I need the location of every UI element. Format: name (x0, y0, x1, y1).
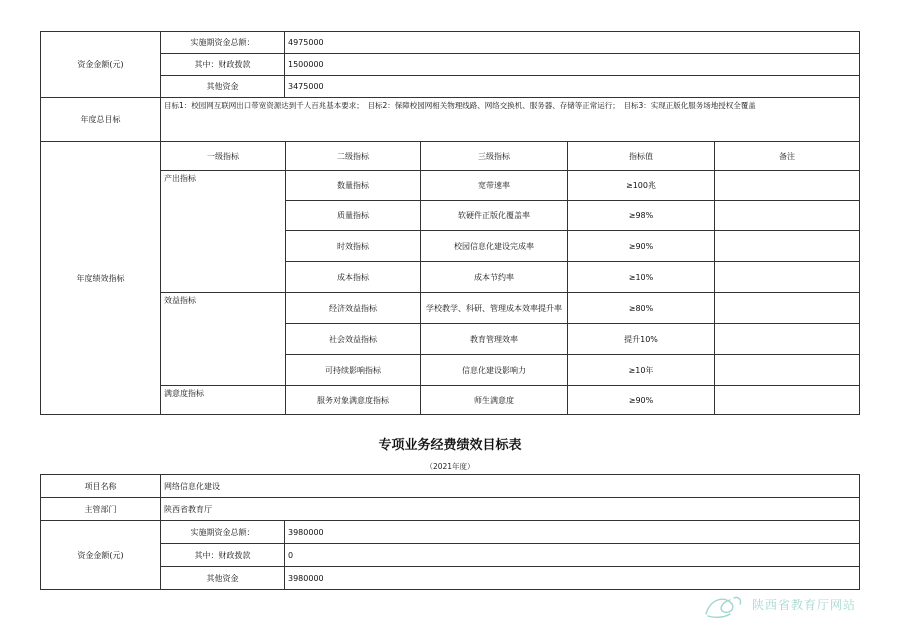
level1-output: 产出指标 (164, 174, 196, 183)
fund-amount-label: 资金金额(元) (77, 60, 124, 69)
header-level1: 一级指标 (207, 151, 239, 161)
row-value: ≥90% (628, 395, 654, 405)
annual-goal-text: 目标1：校园网互联网出口带宽资源达到千人百兆基本要求； 目标2：保障校园网相关物理线路、网络交换机、服务器、存储等正常运行； 目标3：实现正版化服务场地授权全覆盖 (164, 101, 756, 110)
table-border (714, 141, 715, 415)
fiscal-fund-label: 其中：财政拨款 (194, 60, 251, 69)
table-border (40, 414, 860, 415)
row-level2: 社会效益指标 (329, 334, 377, 344)
fiscal-fund-label: 其中：财政拨款 (194, 550, 251, 560)
row-level3: 学校教学、科研、管理成本效率提升率 (426, 303, 562, 313)
performance-indicator-label: 年度绩效指标 (76, 273, 125, 283)
other-fund-value: 3980000 (288, 573, 324, 583)
header-level2: 二级指标 (337, 151, 369, 161)
other-fund-label: 其他资金 (206, 573, 239, 583)
row-level3: 成本节约率 (474, 272, 514, 282)
fiscal-fund-value: 1500000 (288, 60, 324, 69)
row-level2: 可持续影响指标 (325, 365, 381, 375)
level1-satisfaction: 满意度指标 (164, 389, 204, 398)
row-value: ≥10% (628, 272, 654, 282)
row-value: ≥90% (628, 241, 654, 251)
total-fund-value: 4975000 (288, 38, 324, 47)
row-value: ≥100兆 (626, 181, 656, 190)
year-subtitle: （2021年度） (425, 462, 475, 471)
row-level2: 质量指标 (337, 211, 369, 220)
row-value: ≥98% (628, 211, 654, 220)
project-name-label: 项目名称 (84, 481, 117, 491)
project-name-value: 网络信息化建设 (164, 481, 220, 491)
annual-goal-label: 年度总目标 (80, 115, 121, 124)
row-level3: 校园信息化建设完成率 (454, 241, 534, 251)
department-value: 陕西省教育厅 (164, 504, 212, 514)
other-fund-label: 其他资金 (206, 82, 239, 91)
row-level2: 数量指标 (337, 181, 369, 190)
watermark-text: 陕西省教育厅网站 (752, 598, 857, 612)
row-level3: 软硬件正版化覆盖率 (458, 211, 530, 220)
department-label: 主管部门 (84, 504, 117, 514)
fiscal-fund-value: 0 (288, 550, 294, 560)
row-level3: 宽带速率 (478, 181, 510, 190)
header-remark: 备注 (779, 151, 795, 161)
row-value: 提升10% (624, 334, 658, 344)
row-level3: 师生满意度 (474, 395, 514, 405)
fund-amount-label: 资金金额(元) (77, 550, 124, 560)
site-watermark (700, 590, 900, 620)
other-fund-value: 3475000 (288, 82, 324, 91)
row-level2: 成本指标 (337, 272, 369, 282)
row-level2: 服务对象满意度指标 (317, 395, 389, 405)
row-level2: 经济效益指标 (329, 303, 377, 313)
header-value: 指标值 (629, 151, 653, 161)
total-fund-label: 实施期资金总额： (190, 527, 255, 537)
total-fund-value: 3980000 (288, 527, 324, 537)
table-border (859, 474, 860, 590)
page-title: 专项业务经费绩效目标表 (378, 438, 522, 453)
row-value: ≥10年 (628, 365, 654, 375)
header-level3: 三级指标 (478, 151, 510, 161)
row-level2: 时效指标 (337, 241, 369, 251)
row-level3: 教育管理效率 (470, 334, 518, 344)
level1-benefit: 效益指标 (164, 296, 196, 305)
total-fund-label: 实施期资金总额： (190, 38, 255, 47)
row-value: ≥80% (628, 303, 654, 313)
hand-drawn-emblem-icon (700, 590, 748, 620)
row-level3: 信息化建设影响力 (462, 365, 526, 375)
table-border (859, 31, 860, 415)
